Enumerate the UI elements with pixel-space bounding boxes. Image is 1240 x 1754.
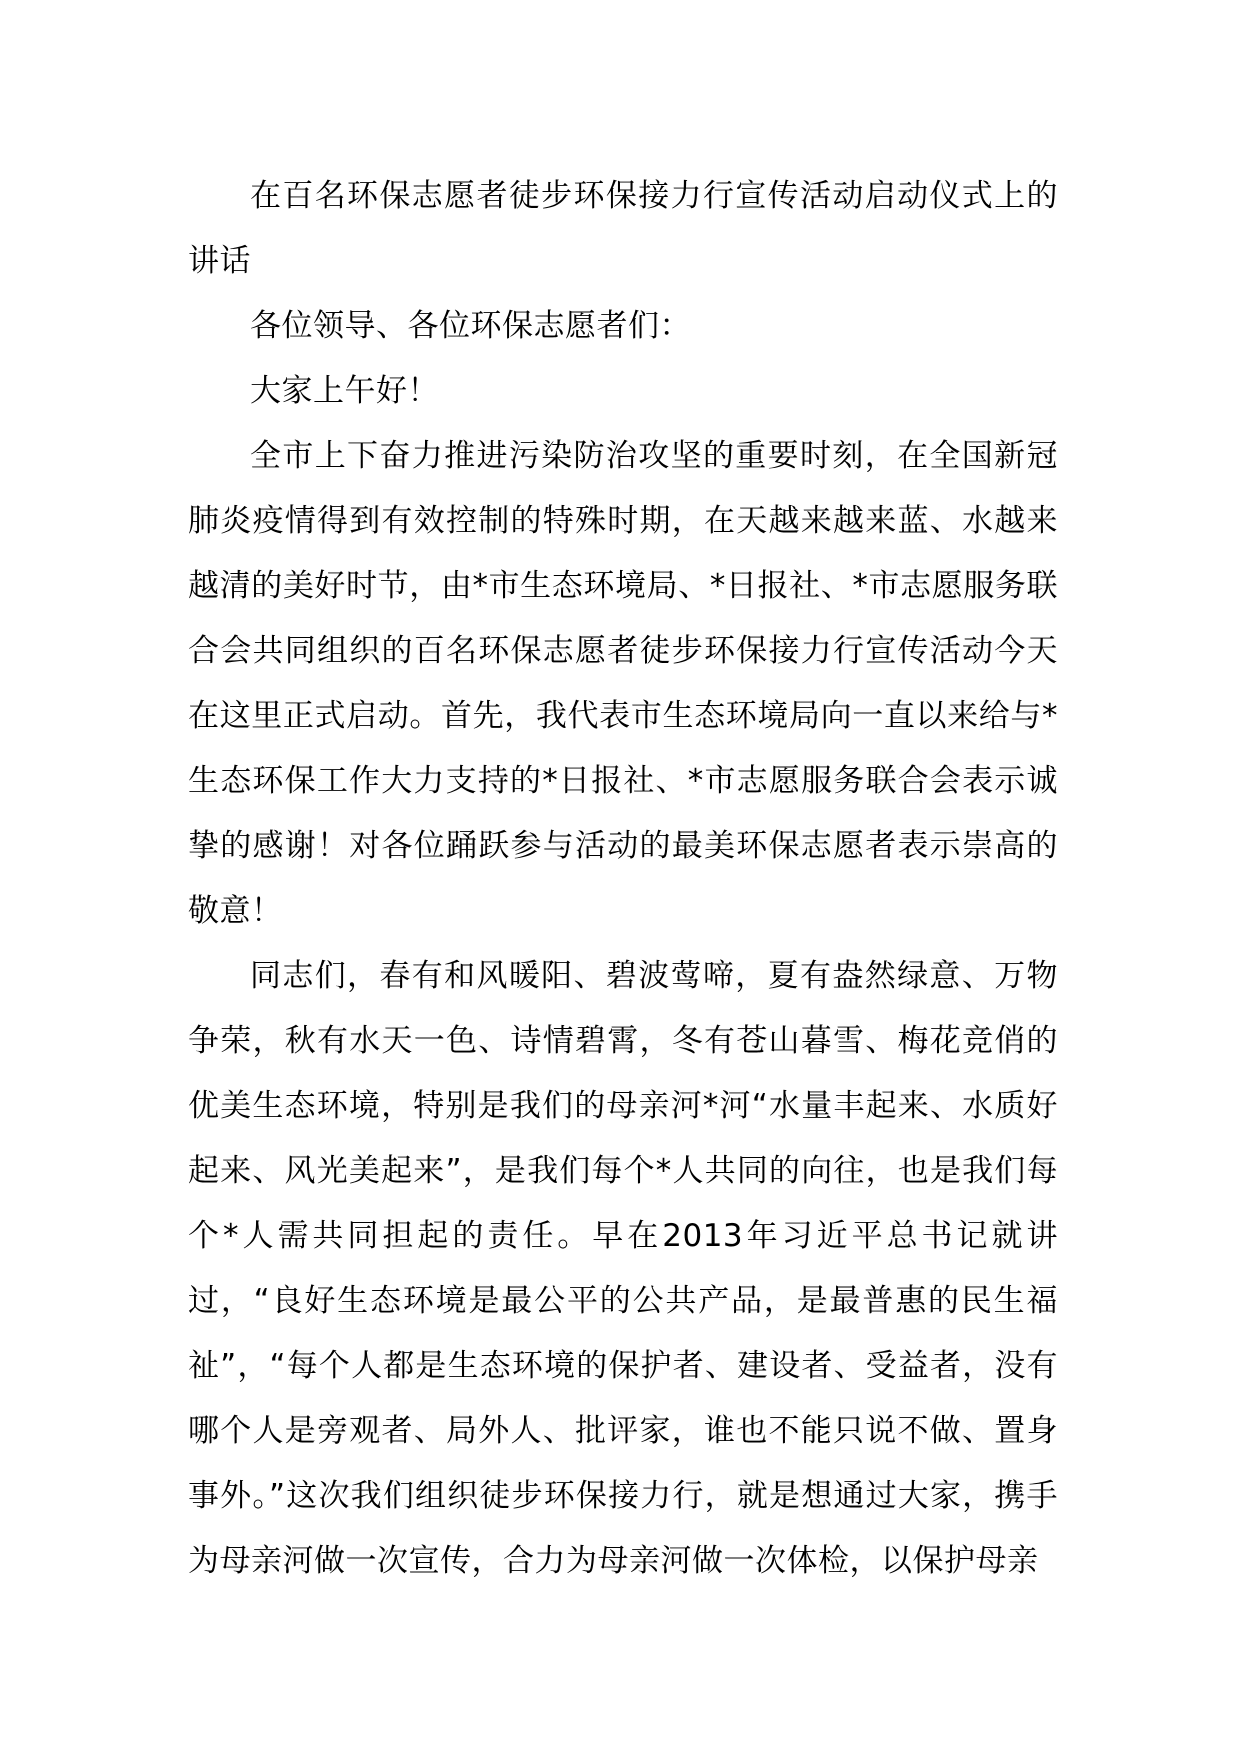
greeting: 大家上午好！ <box>250 373 439 409</box>
body-paragraph-1: 全市上下奋力推进污染防治攻坚的重要时刻，在全国新冠肺炎疫情得到有效控制的特殊时期，在天越来越来蓝、水越来越清的美好时节，由*市生态环境局、*日报社、*市志愿服务联合会共同组织的百名环保志愿者徒步环保接力行宣传活动今天在这里正式启动。首先，我代表市生态环境局向一直以来给与*生态环保工作大力支持的*日报社、*市志愿服务联合会表示诚挚的感谢！对各位踊跃参与活动的最美环保志愿者表示崇高的敬意！ <box>188 438 1058 929</box>
salutation: 各位领导、各位环保志愿者们： <box>250 308 691 344</box>
body-paragraph-2: 同志们，春有和风暖阳、碧波莺啼，夏有盎然绿意、万物争荣，秋有水天一色、诗情碧霄，冬有苍山暮雪、梅花竞俏的优美生态环境，特别是我们的母亲河*河“水量丰起来、水质好起来、风光美起来”，是我们每个*人共同的向往，也是我们每个*人需共同担起的责任。早在2013年习近平总书记就讲过，“良好生态环境是最公平的公共产品，是最普惠的民生福祉”，“每个人都是生态环境的保护者、建设者、受益者，没有哪个人是旁观者、局外人、批评家，谁也不能只说不做、置身事外。”这次我们组织徒步环保接力行，就是想通过大家，携手为母亲河做一次宣传，合力为母亲河做一次体检，以保护母亲 <box>188 958 1058 1579</box>
document-body <box>188 164 1058 1594</box>
document-title: 在百名环保志愿者徒步环保接力行宣传活动启动仪式上的讲话 <box>188 178 1058 279</box>
